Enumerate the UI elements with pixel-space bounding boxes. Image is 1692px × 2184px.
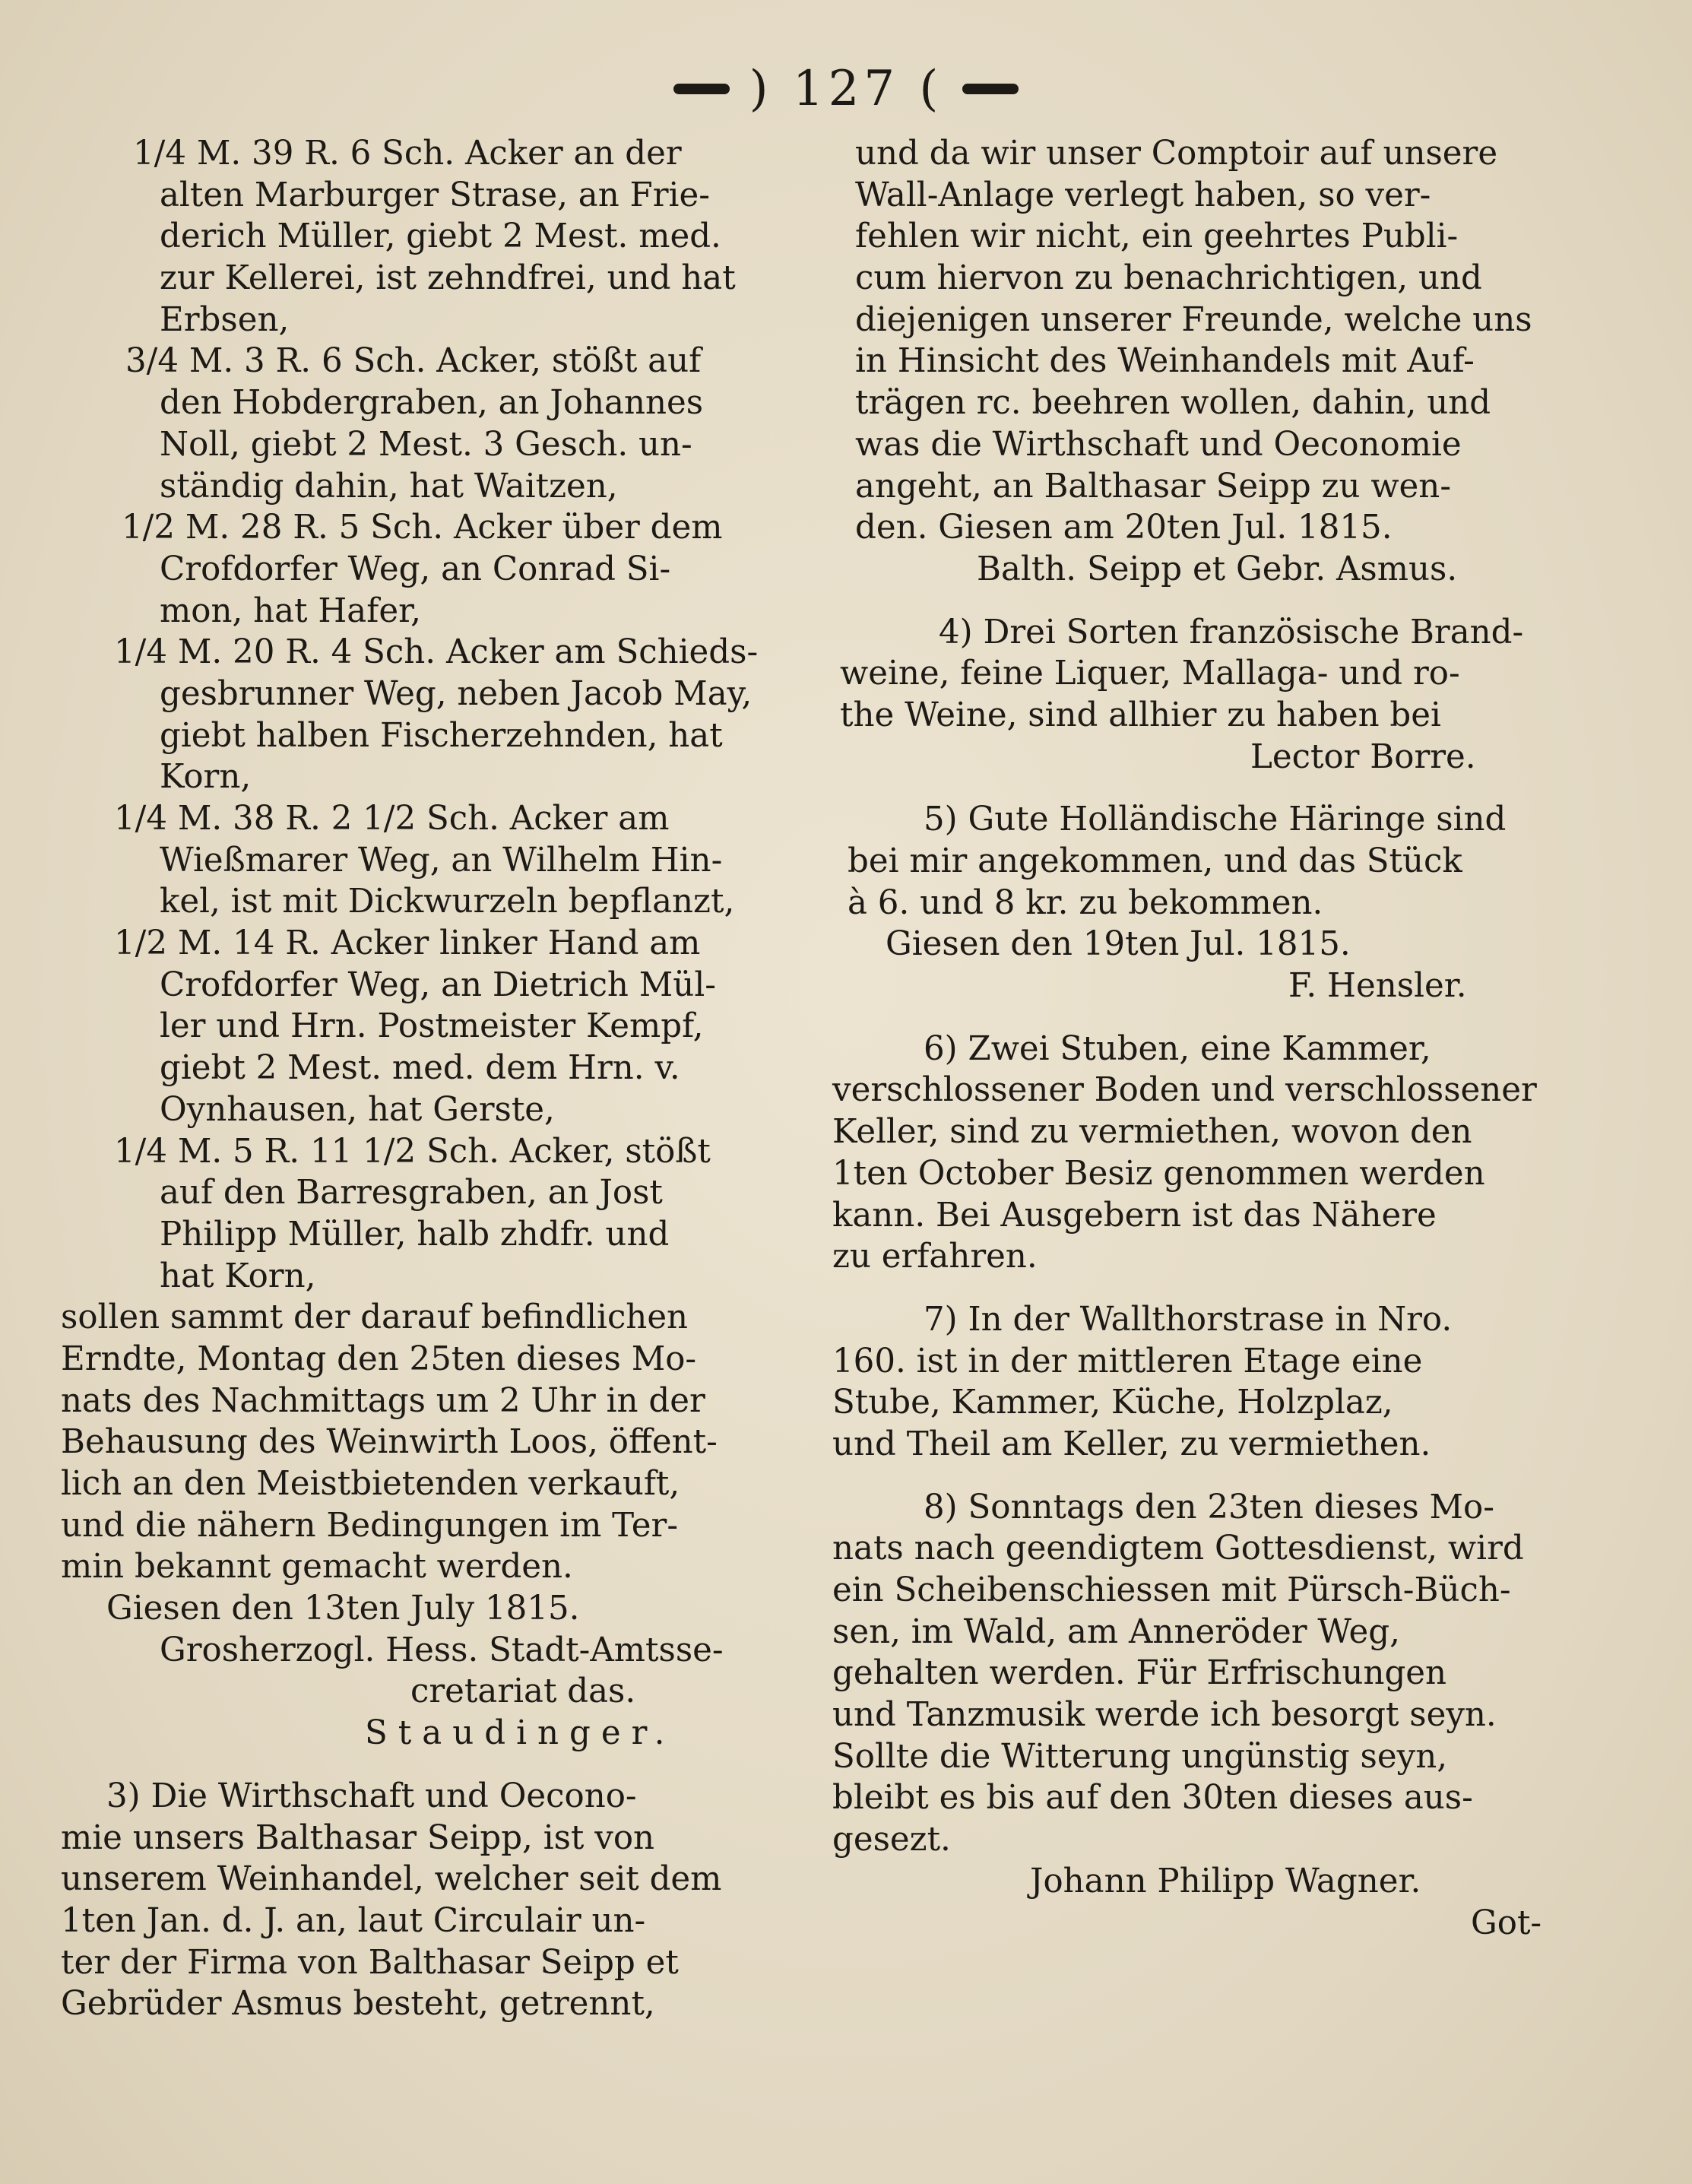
text-line: gesezt. [832, 1821, 951, 1859]
text-line: und Theil am Keller, zu vermiethen. [832, 1425, 1431, 1463]
text-line: 1/4 M. 5 R. 11 1/2 Sch. Acker, stößt [114, 1132, 711, 1171]
text-line: derich Müller, giebt 2 Mest. med. [160, 217, 721, 256]
text-line: Philipp Müller, halb zhdfr. und [160, 1215, 670, 1254]
text-line: F. Hensler. [1288, 967, 1467, 1006]
text-line: Giesen den 19ten Jul. 1815. [886, 925, 1351, 964]
text-line: Stube, Kammer, Küche, Holzplaz, [832, 1384, 1393, 1422]
text-line: in Hinsicht des Weinhandels mit Auf- [855, 342, 1475, 381]
text-line: 8) Sonntags den 23ten dieses Mo- [924, 1488, 1494, 1526]
text-line: Lector Borre. [1250, 737, 1476, 776]
text-line: kann. Bei Ausgebern ist das Nähere [832, 1196, 1437, 1235]
text-line: ständig dahin, hat Waitzen, [160, 467, 618, 506]
text-line: gesbrunner Weg, neben Jacob May, [160, 674, 753, 713]
text-line: und die nähern Bedingungen im Ter- [61, 1506, 679, 1545]
text-line: angeht, an Balthasar Seipp zu wen- [855, 467, 1452, 506]
text-line: bei mir angekommen, und das Stück [848, 842, 1462, 880]
text-line: nats nach geendigtem Gottesdienst, wird [832, 1529, 1524, 1568]
text-line: Keller, sind zu vermiethen, wovon den [832, 1113, 1472, 1152]
text-line: Erbsen, [160, 300, 290, 339]
page-header [0, 47, 1692, 131]
text-line: mon, hat Hafer, [160, 591, 421, 630]
paragraph-gap [832, 591, 1638, 612]
text-line: mie unsers Balthasar Seipp, ist von [61, 1818, 655, 1857]
text-line: the Weine, sind allhier zu haben bei [840, 696, 1441, 734]
text-line: giebt 2 Mest. med. dem Hrn. v. [160, 1049, 680, 1088]
text-line: was die Wirthschaft und Oeconomie [855, 425, 1462, 464]
text-line: 4) Drei Sorten französische Brand- [939, 613, 1524, 651]
text-line: bleibt es bis auf den 30ten dieses aus- [832, 1779, 1473, 1818]
text-line: Behausung des Weinwirth Loos, öffent- [61, 1423, 718, 1462]
paragraph-gap [832, 1466, 1638, 1487]
text-line: zu erfahren. [832, 1238, 1038, 1276]
text-line: Grosherzogl. Hess. Stadt-Amtsse- [160, 1631, 724, 1669]
text-line: 3) Die Wirthschaft und Oecono- [106, 1777, 637, 1815]
text-line: den. Giesen am 20ten Jul. 1815. [855, 509, 1393, 547]
text-line: Sollte die Witterung ungünstig seyn, [832, 1737, 1448, 1776]
text-line: trägen rc. beehren wollen, dahin, und [855, 384, 1491, 423]
paragraph-gap [61, 1754, 806, 1776]
page-number: ) 127 ( [749, 61, 943, 117]
text-line: Gebrüder Asmus besteht, getrennt, [61, 1985, 655, 2024]
text-line: auf den Barresgraben, an Jost [160, 1174, 663, 1212]
text-line: Wießmarer Weg, an Wilhelm Hin- [160, 841, 723, 880]
text-line: ter der Firma von Balthasar Seipp et [61, 1943, 679, 1982]
text-line: und da wir unser Comptoir auf unsere [855, 135, 1498, 173]
text-line: fehlen wir nicht, ein geehrtes Publi- [855, 217, 1459, 256]
text-line: Crofdorfer Weg, an Conrad Si- [160, 550, 671, 588]
text-line: 1/2 M. 28 R. 5 Sch. Acker über dem [122, 509, 723, 547]
right-column [832, 133, 1638, 1944]
text-line: 6) Zwei Stuben, eine Kammer, [924, 1029, 1431, 1068]
text-line: Erndte, Montag den 25ten dieses Mo- [61, 1339, 697, 1378]
text-line: 1ten October Besiz genommen werden [832, 1154, 1485, 1193]
text-line: verschlossener Boden und verschlossener [832, 1071, 1537, 1110]
text-line: Giesen den 13ten July 1815. [106, 1590, 580, 1628]
paragraph-gap [832, 778, 1638, 799]
text-line: Johann Philipp Wagner. [1030, 1862, 1421, 1900]
text-line: weine, feine Liquer, Mallaga- und ro- [840, 655, 1460, 693]
text-line: sollen sammt der darauf befindlichen [61, 1298, 689, 1337]
text-line: lich an den Meistbietenden verkauft, [61, 1465, 680, 1503]
text-line: Wall-Anlage verlegt haben, so ver- [855, 176, 1431, 214]
text-line: ein Scheibenschiessen mit Pürsch-Büch- [832, 1571, 1511, 1609]
text-line: Noll, giebt 2 Mest. 3 Gesch. un- [160, 425, 692, 464]
text-line: 1ten Jan. d. J. an, laut Circulair un- [61, 1901, 646, 1940]
text-line: min bekannt gemacht werden. [61, 1548, 573, 1586]
text-line: nats des Nachmittags um 2 Uhr in der [61, 1381, 705, 1420]
text-line: Korn, [160, 758, 252, 797]
text-line: 5) Gute Holländische Häringe sind [924, 800, 1507, 839]
text-line: kel, ist mit Dickwurzeln bepflanzt, [160, 883, 735, 921]
text-line: Oynhausen, hat Gerste, [160, 1090, 555, 1129]
left-column [61, 133, 806, 2025]
text-line: gehalten werden. Für Erfrischungen [832, 1654, 1447, 1693]
text-line: 1/2 M. 14 R. Acker linker Hand am [114, 924, 701, 963]
text-line: cretariat das. [410, 1672, 636, 1711]
text-line: 1/4 M. 38 R. 2 1/2 Sch. Acker am [114, 800, 670, 838]
paragraph-gap [832, 1278, 1638, 1299]
text-line: Balth. Seipp et Gebr. Asmus. [977, 550, 1458, 588]
text-line: hat Korn, [160, 1257, 316, 1295]
text-line: 160. ist in der mittleren Etage eine [832, 1342, 1423, 1380]
text-line: sen, im Wald, am Anneröder Weg, [832, 1612, 1400, 1651]
text-line: ler und Hrn. Postmeister Kempf, [160, 1007, 704, 1046]
text-line: 3/4 M. 3 R. 6 Sch. Acker, stößt auf [125, 342, 702, 381]
text-line: den Hobdergraben, an Johannes [160, 384, 704, 423]
text-line: diejenigen unserer Freunde, welche uns [855, 300, 1532, 339]
header-rule-right [962, 84, 1019, 94]
text-line: und Tanzmusik werde ich besorgt seyn. [832, 1696, 1497, 1735]
text-line: cum hiervon zu benachrichtigen, und [855, 259, 1482, 298]
text-line: Crofdorfer Weg, an Dietrich Mül- [160, 965, 716, 1004]
header-rule-left [673, 84, 730, 94]
text-line: giebt halben Fischerzehnden, hat [160, 716, 723, 755]
text-line: 1/4 M. 20 R. 4 Sch. Acker am Schieds- [114, 633, 759, 672]
paragraph-gap [832, 1007, 1638, 1029]
text-line: unserem Weinhandel, welcher seit dem [61, 1860, 722, 1899]
text-line: Got- [1471, 1903, 1542, 1942]
text-line: 1/4 M. 39 R. 6 Sch. Acker an der [133, 135, 682, 173]
text-line: Staudinger. [365, 1714, 676, 1753]
text-line: alten Marburger Strase, an Frie- [160, 176, 710, 214]
text-line: zur Kellerei, ist zehndfrei, und hat [160, 259, 736, 298]
text-line: à 6. und 8 kr. zu bekommen. [848, 883, 1323, 922]
text-line: 7) In der Wallthorstrase in Nro. [924, 1300, 1453, 1339]
